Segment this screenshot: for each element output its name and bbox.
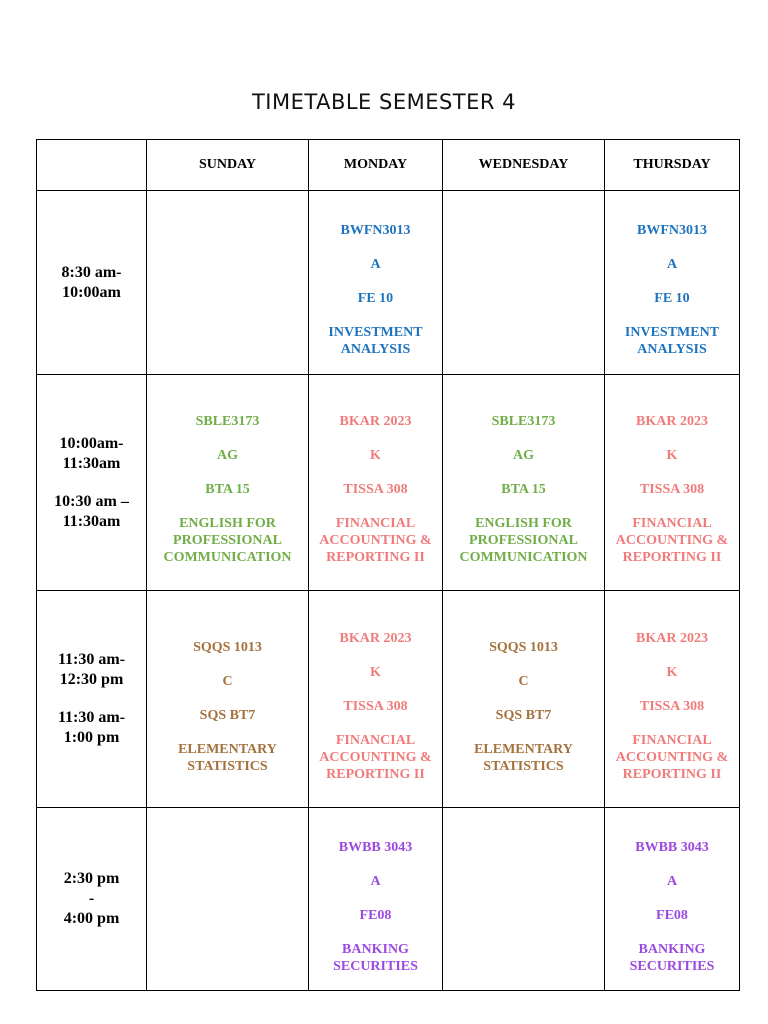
time-line: 11:30 am- [57, 651, 126, 668]
class-cell [309, 375, 443, 591]
time-line: 2:30 pm [63, 870, 120, 887]
class-cell-empty [443, 191, 605, 375]
course-code: BKAR 2023 [339, 631, 412, 646]
time-line: 4:00 pm [63, 910, 120, 927]
time-line: 10:30 am – [54, 492, 129, 510]
table-row [37, 808, 740, 991]
course-room: TISSA 308 [343, 482, 408, 497]
time-gap [41, 690, 142, 708]
course-name: FINANCIAL ACCOUNTING & REPORTING II [615, 516, 729, 565]
class-cell [443, 591, 605, 808]
corner-cell [37, 140, 147, 191]
course-group: AG [217, 448, 238, 463]
class-cell-empty [147, 808, 309, 991]
course-group: K [370, 665, 381, 680]
time-gap [41, 474, 142, 492]
course-room: TISSA 308 [343, 699, 408, 714]
course-room: SQS BT7 [495, 707, 552, 723]
course-name: INVESTMENT ANALYSIS [328, 325, 423, 357]
class-cell [605, 591, 740, 808]
course-name: FINANCIAL ACCOUNTING & REPORTING II [615, 733, 729, 782]
course-code: SQQS 1013 [193, 639, 262, 655]
course-room: FE 10 [654, 291, 690, 306]
class-cell [443, 375, 605, 591]
class-cell [309, 191, 443, 375]
course-code: BWFN3013 [637, 223, 707, 238]
class-cell [147, 375, 309, 591]
course-group: A [666, 873, 678, 889]
class-cell [309, 591, 443, 808]
course-room: FE08 [656, 907, 688, 923]
course-code: SBLE3173 [195, 414, 260, 429]
time-line: 10:00am- [59, 434, 124, 452]
class-cell-empty [147, 191, 309, 375]
time-line: 8:30 am- [61, 263, 122, 281]
time-line: 11:30am [62, 454, 121, 472]
course-code: SQQS 1013 [489, 639, 558, 655]
class-cell [147, 591, 309, 808]
course-name: FINANCIAL ACCOUNTING & REPORTING II [319, 516, 432, 565]
time-slot [37, 375, 147, 591]
course-group: K [666, 448, 678, 463]
course-room: FE08 [359, 907, 392, 923]
course-room: TISSA 308 [639, 699, 705, 714]
table-row [37, 375, 740, 591]
time-line: 1:00 pm [63, 729, 120, 746]
course-code: SBLE3173 [491, 414, 556, 429]
day-header-sunday: SUNDAY [147, 140, 309, 191]
time-line: 11:30am [62, 512, 121, 530]
course-group: A [370, 257, 381, 272]
course-room: TISSA 308 [639, 482, 705, 497]
time-slot [37, 808, 147, 991]
time-line: 12:30 pm [59, 671, 124, 688]
class-cell [605, 808, 740, 991]
course-room: BTA 15 [205, 482, 250, 497]
header-row [37, 140, 740, 191]
course-code: BWBB 3043 [338, 839, 413, 855]
day-header-monday: MONDAY [309, 140, 443, 191]
class-cell [309, 808, 443, 991]
course-name: BANKING SECURITIES [333, 941, 418, 974]
table-row [37, 591, 740, 808]
course-group: AG [513, 448, 534, 463]
course-code: BKAR 2023 [636, 414, 708, 429]
course-group: A [666, 257, 678, 272]
time-slot [37, 591, 147, 808]
course-group: C [518, 673, 529, 689]
course-room: SQS BT7 [199, 707, 256, 723]
timetable [36, 139, 740, 991]
course-group: K [370, 448, 381, 463]
course-group: K [666, 665, 678, 680]
course-code: BKAR 2023 [339, 414, 412, 429]
course-code: BKAR 2023 [636, 631, 708, 646]
day-header-thursday: THURSDAY [605, 140, 740, 191]
time-line: 10:00am [62, 283, 121, 301]
course-code: BWFN3013 [340, 223, 411, 238]
course-group: A [370, 873, 381, 889]
course-name: BANKING SECURITIES [629, 941, 715, 974]
class-cell [605, 191, 740, 375]
class-cell-empty [443, 808, 605, 991]
course-name: ELEMENTARY STATISTICS [474, 741, 573, 774]
course-room: FE 10 [357, 291, 394, 306]
table-row [37, 191, 740, 375]
time-slot [37, 191, 147, 375]
page-title: TIMETABLE SEMESTER 4 [251, 90, 517, 114]
class-cell [605, 375, 740, 591]
time-line: 11:30 am- [57, 709, 126, 726]
day-header-wednesday: WEDNESDAY [443, 140, 605, 191]
course-group: C [222, 673, 233, 689]
time-line: - [88, 890, 95, 907]
course-name: INVESTMENT ANALYSIS [624, 325, 720, 357]
course-room: BTA 15 [501, 482, 546, 497]
course-code: BWBB 3043 [635, 839, 709, 855]
course-name: ENGLISH FOR PROFESSIONAL COMMUNICATION [163, 516, 292, 565]
course-name: ENGLISH FOR PROFESSIONAL COMMUNICATION [459, 516, 588, 565]
course-name: FINANCIAL ACCOUNTING & REPORTING II [319, 733, 432, 782]
course-name: ELEMENTARY STATISTICS [178, 741, 277, 774]
